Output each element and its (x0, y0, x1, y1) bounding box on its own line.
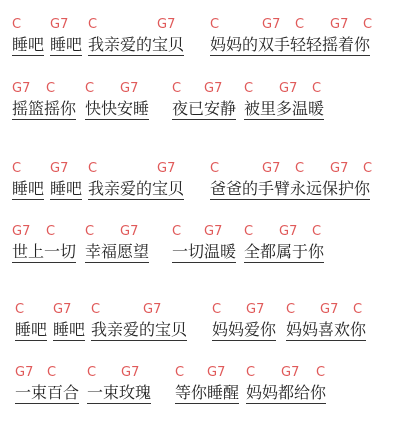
chord-label: G7 (262, 161, 281, 176)
lyric-underline (212, 340, 276, 341)
lyric-underline (50, 55, 82, 56)
lyric-segment: 我亲爱的宝贝 (91, 320, 188, 339)
chord-label: G7 (157, 161, 176, 176)
lyric-segment: 我亲爱的宝贝 (88, 35, 185, 54)
chord-label: G7 (330, 17, 349, 32)
lyric-line (0, 82, 407, 142)
lyric-segment: 幸福愿望 (85, 242, 150, 261)
chord-label: G7 (53, 302, 72, 317)
lyric-underline (15, 340, 47, 341)
lyric-underline (246, 403, 326, 404)
chord-label: C (312, 81, 322, 96)
lyric-segment: 睡吧 (15, 320, 48, 339)
lyric-segment: 夜已安静 (172, 99, 237, 118)
lyric-segment: 妈妈喜欢你 (286, 320, 367, 339)
chord-label: G7 (246, 302, 265, 317)
chord-label: C (46, 224, 56, 239)
lyric-segment: 世上一切 (12, 242, 77, 261)
lyric-underline (85, 119, 149, 120)
chord-label: C (295, 161, 305, 176)
lyric-segment: 摇篮摇你 (12, 99, 77, 118)
chord-label: C (353, 302, 363, 317)
chord-label: G7 (279, 81, 298, 96)
lyric-underline (210, 55, 370, 56)
chord-label: G7 (279, 224, 298, 239)
lyric-line (0, 162, 407, 222)
chord-label: G7 (204, 224, 223, 239)
chord-label: G7 (281, 365, 300, 380)
lyric-segment: 睡吧 (12, 35, 45, 54)
chord-label: G7 (204, 81, 223, 96)
lyric-line (0, 366, 407, 426)
lyric-underline (172, 119, 236, 120)
lyric-line (0, 303, 407, 363)
chord-label: C (172, 224, 182, 239)
chord-label: C (363, 161, 373, 176)
lyric-underline (85, 262, 149, 263)
chord-label: C (12, 161, 22, 176)
chord-label: C (88, 17, 98, 32)
lyric-segment: 被里多温暖 (244, 99, 325, 118)
chord-label: G7 (121, 365, 140, 380)
chord-label: G7 (330, 161, 349, 176)
chord-label: C (246, 365, 256, 380)
lyric-underline (87, 403, 151, 404)
chord-label: C (12, 17, 22, 32)
lyric-underline (15, 403, 79, 404)
chord-label: C (85, 81, 95, 96)
chord-label: G7 (262, 17, 281, 32)
lyric-segment: 睡吧 (50, 35, 83, 54)
chord-label: C (210, 161, 220, 176)
lyric-underline (175, 403, 239, 404)
lyric-segment: 快快安睡 (85, 99, 150, 118)
lyric-underline (50, 199, 82, 200)
chord-label: C (46, 81, 56, 96)
chord-label: C (87, 365, 97, 380)
lyric-segment: 一束玫瑰 (87, 383, 152, 402)
lyric-segment: 妈妈爱你 (212, 320, 277, 339)
chord-label: C (286, 302, 296, 317)
chord-label: C (363, 17, 373, 32)
lyric-segment: 一切温暖 (172, 242, 237, 261)
lyric-underline (88, 199, 184, 200)
chord-label: G7 (12, 81, 31, 96)
lyric-segment: 睡吧 (53, 320, 86, 339)
lyric-segment: 妈妈都给你 (246, 383, 327, 402)
chord-label: C (175, 365, 185, 380)
chord-label: C (295, 17, 305, 32)
lyric-segment: 睡吧 (12, 179, 45, 198)
chord-label: G7 (50, 17, 69, 32)
lyric-underline (244, 262, 324, 263)
chord-label: G7 (120, 224, 139, 239)
lyric-underline (53, 340, 85, 341)
lyric-line (0, 18, 407, 78)
chord-label: G7 (143, 302, 162, 317)
lyric-segment: 一束百合 (15, 383, 80, 402)
lyric-segment: 妈妈的双手轻轻摇着你 (210, 35, 371, 54)
lyric-underline (172, 262, 236, 263)
chord-label: G7 (320, 302, 339, 317)
chord-label: C (172, 81, 182, 96)
lyric-segment: 等你睡醒 (175, 383, 240, 402)
lyric-underline (12, 119, 76, 120)
chord-label: G7 (50, 161, 69, 176)
chord-label: C (210, 17, 220, 32)
chord-label: C (15, 302, 25, 317)
lyric-underline (244, 119, 324, 120)
chord-label: G7 (15, 365, 34, 380)
lyric-segment: 爸爸的手臂永远保护你 (210, 179, 371, 198)
lyric-segment: 全都属于你 (244, 242, 325, 261)
chord-label: C (212, 302, 222, 317)
chord-label: C (316, 365, 326, 380)
lyric-underline (12, 262, 76, 263)
lyric-underline (91, 340, 187, 341)
chord-label: G7 (12, 224, 31, 239)
chord-label: C (85, 224, 95, 239)
lyric-segment: 睡吧 (50, 179, 83, 198)
lyric-underline (210, 199, 370, 200)
chord-label: C (312, 224, 322, 239)
chord-label: C (244, 81, 254, 96)
chord-label: C (88, 161, 98, 176)
chord-label: C (47, 365, 57, 380)
chord-label: C (91, 302, 101, 317)
chord-label: G7 (157, 17, 176, 32)
lyric-underline (286, 340, 366, 341)
lyric-underline (88, 55, 184, 56)
lyric-underline (12, 55, 44, 56)
chord-label: C (244, 224, 254, 239)
lyric-segment: 我亲爱的宝贝 (88, 179, 185, 198)
lyric-line (0, 225, 407, 285)
chord-label: G7 (120, 81, 139, 96)
chord-label: G7 (207, 365, 226, 380)
lyric-underline (12, 199, 44, 200)
